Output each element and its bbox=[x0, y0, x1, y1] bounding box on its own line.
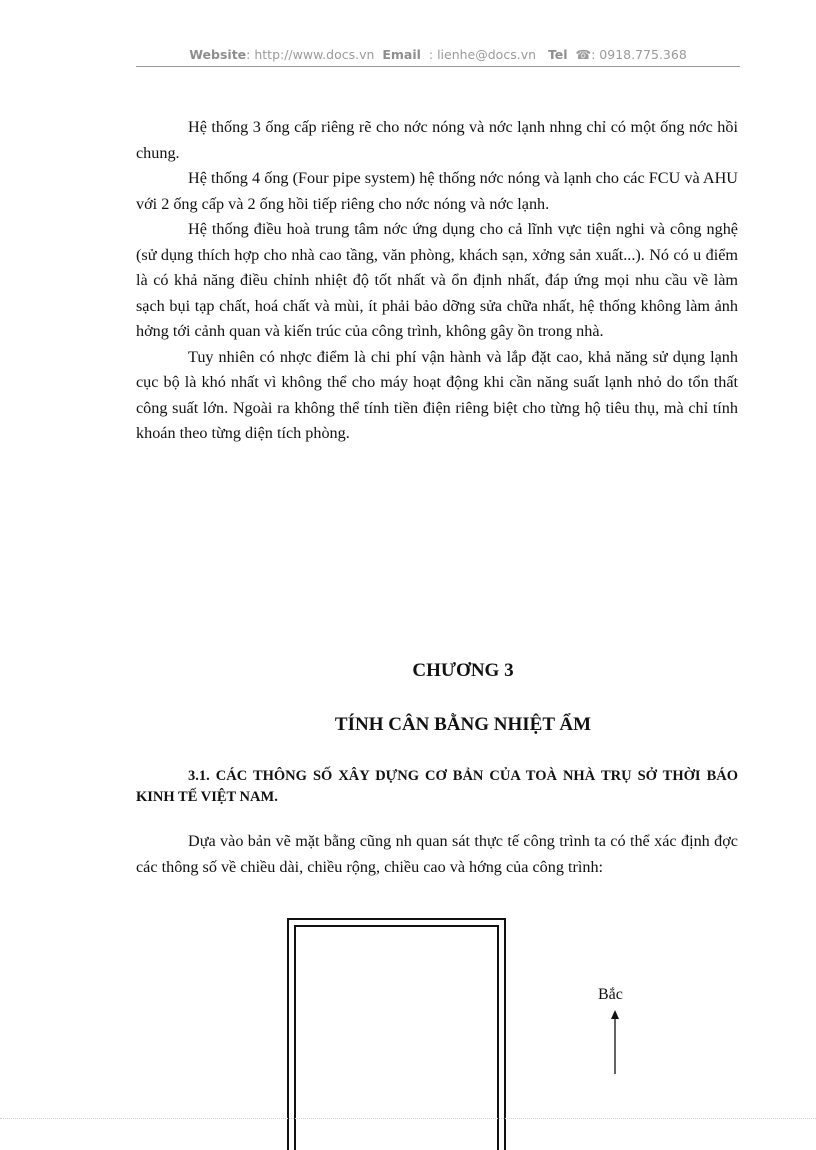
paragraph: Dựa vào bản vẽ mặt bằng cũng nh quan sát thực tế công trình ta có thể xác định đợc các thông số về chiều dài, chiều rộng, chiều cao và hớng của công trình: bbox=[136, 832, 738, 876]
building-plan-outline bbox=[287, 918, 506, 1150]
header-divider bbox=[136, 66, 740, 67]
paragraph: Hệ thống 3 ống cấp riêng rẽ cho nớc nóng và nớc lạnh nhng chỉ có một ống nớc hồi chung. bbox=[136, 118, 738, 162]
chapter-number: CHƯƠNG 3 bbox=[412, 660, 514, 681]
section-heading: 3.1. CÁC THÔNG SỐ XÂY DỰNG CƠ BẢN CỦA TOÀ NHÀ TRỤ SỞ THỜI BÁO KINH TẾ VIỆT NAM. bbox=[136, 768, 738, 805]
telephone-icon: ☎ bbox=[575, 47, 592, 62]
tel-value: : 0918.775.368 bbox=[591, 47, 687, 62]
email-label: Email bbox=[382, 47, 421, 62]
paragraph: Tuy nhiên có nhợc điểm là chi phí vận hành và lắp đặt cao, khả năng sử dụng lạnh cục bộ là khó nhất vì không thể cho máy hoạt động khi cần năng suất lạnh nhỏ do tổn thất công suất lớn. Ngoài ra không thể tính tiền điện riêng biệt cho từng hộ tiêu thụ, mà chỉ tính khoán theo từng diện tích phòng. bbox=[136, 347, 738, 442]
building-plan-inner-outline bbox=[294, 925, 499, 1150]
north-label: Bắc bbox=[598, 986, 623, 1003]
section-body-text bbox=[136, 829, 738, 880]
paragraph: Hệ thống điều hoà trung tâm nớc ứng dụng cho cả lĩnh vực tiện nghi và công nghệ (sử dụng thích hợp cho nhà cao tầng, văn phòng, khách sạn, xởng sản xuất...). Nó có u điểm là có khả năng điều chỉnh nhiệt độ tốt nhất và ổn định nhất, đáp ứng mọi nhu cầu về làm sạch bụi tạp chất, hoá chất và mùi, ít phải bảo dỡng sửa chữa nhất, hệ thống không làm ảnh hởng tới cảnh quan và kiến trúc của công trình, không gây ồn trong nhà. bbox=[136, 220, 738, 340]
body-text bbox=[136, 115, 738, 447]
website-label: Website bbox=[189, 47, 247, 62]
page-header bbox=[136, 47, 740, 62]
website-value: : http://www.docs.vn bbox=[246, 47, 375, 62]
paragraph: Hệ thống 4 ống (Four pipe system) hệ thống nớc nóng và lạnh cho các FCU và AHU với 2 ống cấp và 2 ống hồi tiếp riêng cho nớc nóng và nớc lạnh. bbox=[136, 169, 738, 213]
north-arrow-icon bbox=[605, 1010, 625, 1076]
chapter-title: TÍNH CÂN BẰNG NHIỆT ẨM bbox=[334, 714, 592, 735]
footer-divider bbox=[0, 1118, 816, 1119]
email-value: : lienhe@docs.vn bbox=[428, 47, 537, 62]
tel-label: Tel bbox=[547, 47, 568, 62]
